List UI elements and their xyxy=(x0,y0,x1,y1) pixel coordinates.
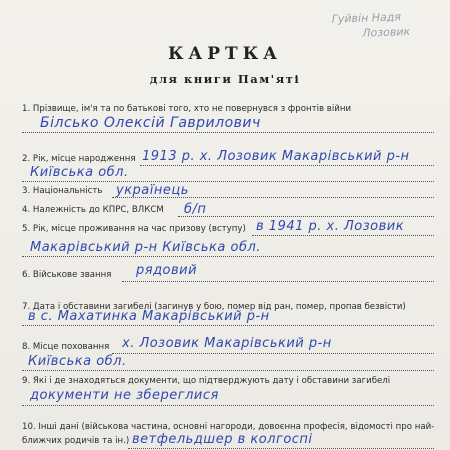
field-5-label: 5. Рік, місце проживання на час призову (вступу) xyxy=(22,224,246,234)
field-2-rule xyxy=(140,165,434,166)
field-5-value-line1: в 1941 р. х. Лозовик xyxy=(256,219,405,234)
field-8-rule-2 xyxy=(22,370,434,371)
field-2-label: 2. Рік, місце народження xyxy=(22,154,136,164)
field-4-value: б/п xyxy=(184,202,207,217)
field-6-rule xyxy=(122,281,434,282)
field-10-value: ветфельдшер в колгоспі xyxy=(132,432,313,447)
field-7-label: 7. Дата і обставини загибелі (загинув у бою, помер від ран, помер, пропав безвісти) xyxy=(22,302,406,312)
field-5-rule xyxy=(252,235,434,236)
field-8-rule xyxy=(112,353,434,354)
field-2-value-line2: Київська обл. xyxy=(30,165,129,180)
field-4-rule xyxy=(178,216,434,217)
field-1-rule xyxy=(22,132,434,133)
field-6-value: рядовий xyxy=(136,263,198,278)
field-10-rule xyxy=(128,448,434,449)
field-2-rule-2 xyxy=(22,181,434,182)
field-3-label: 3. Національність xyxy=(22,186,103,196)
field-9-label: 9. Які і де знаходяться документи, що підтверджують дату і обставини загибелі xyxy=(22,376,391,386)
corner-note-line2: Лозовик xyxy=(362,25,411,40)
field-9-rule xyxy=(22,405,434,406)
field-7-value: в с. Махатинка Макарівський р-н xyxy=(28,309,270,324)
field-10-label-line1: 10. Інші дані (військова частина, основні нагороди, довоєнна професія, відомості про най- xyxy=(22,422,435,432)
field-8-value-line1: х. Лозовик Макарівський р-н xyxy=(122,336,332,351)
field-3-value: українець xyxy=(116,183,189,198)
field-1-value: Білсько Олексій Гаврилович xyxy=(40,115,261,131)
corner-note-line1: Гуйвін Надя xyxy=(331,10,402,26)
field-8-label: 8. Місце поховання xyxy=(22,342,110,352)
card-title: КАРТКА xyxy=(167,44,283,64)
corner-handwritten-note xyxy=(332,8,433,41)
card-subtitle: для книги Пам'яті xyxy=(149,72,301,86)
field-1-label: 1. Прізвище, ім'я та по батькові того, хто не повернувся з фронтів війни xyxy=(22,104,352,114)
field-10-label-line2: ближчих родичів та ін.) xyxy=(22,436,130,446)
field-4-label: 4. Належність до КПРС, ВЛКСМ xyxy=(22,205,164,215)
field-8-value-line2: Київська обл. xyxy=(28,354,127,369)
field-7-rule xyxy=(22,325,434,326)
field-6-label: 6. Військове звання xyxy=(22,270,112,280)
field-2-value-line1: 1913 р. х. Лозовик Макарівський р-н xyxy=(142,149,410,164)
field-5-value-line2: Макарівський р-н Київська обл. xyxy=(30,240,261,255)
field-9-value: документи не збереглися xyxy=(30,388,219,403)
field-5-rule-2 xyxy=(22,256,434,257)
